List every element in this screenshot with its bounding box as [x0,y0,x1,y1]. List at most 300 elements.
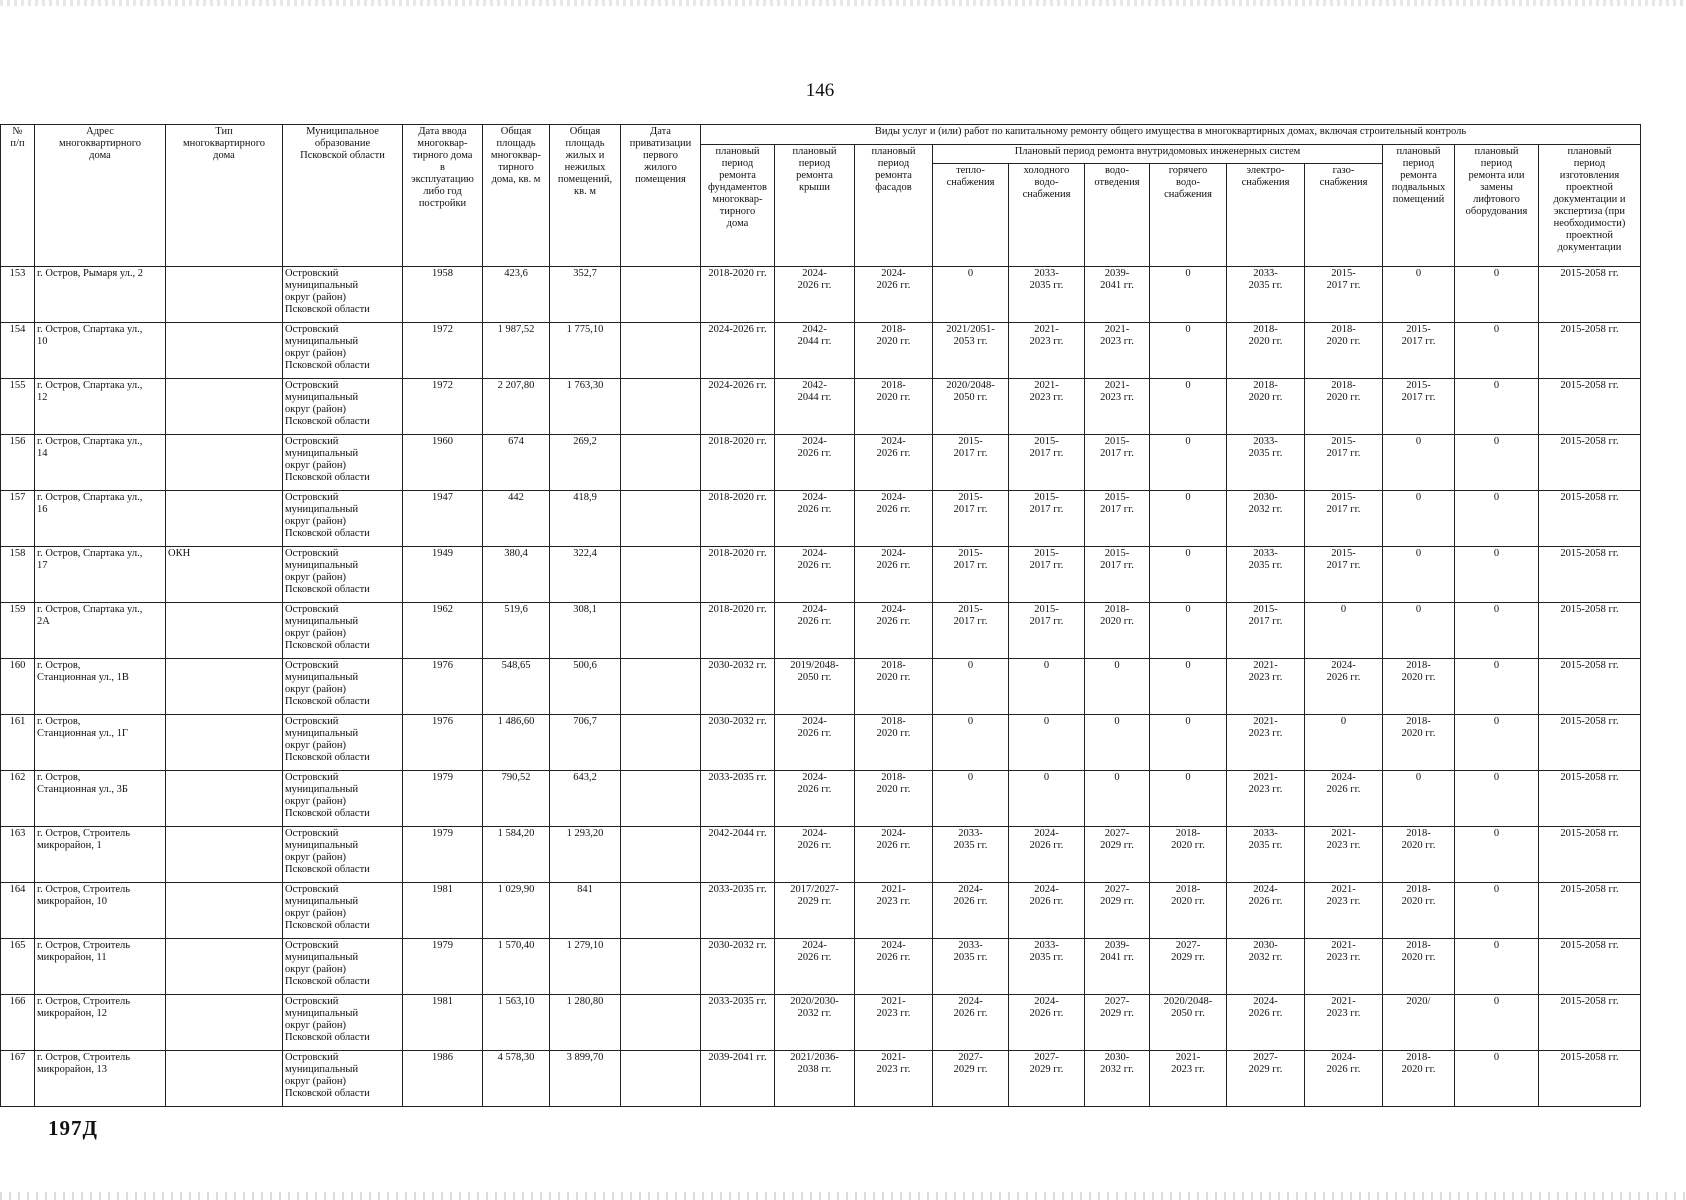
cell-num: 153 [1,267,35,323]
cell-roof: 2020/2030- 2032 гг. [775,995,855,1051]
cell-drainage: 2027- 2029 гг. [1085,883,1150,939]
cell-total-area: 1 584,20 [483,827,550,883]
cell-privatization [621,323,701,379]
cell-roof: 2017/2027- 2029 гг. [775,883,855,939]
cell-basement: 2018- 2020 гг. [1383,883,1455,939]
scan-edge-bottom [0,1192,1686,1200]
cell-elevator: 0 [1455,491,1539,547]
cell-num: 159 [1,603,35,659]
header-total-area: Общая площадь многоквар- тирного дома, кв. м [483,125,550,267]
cell-type [166,323,283,379]
table-row [1,771,1641,827]
cell-heat: 2021/2051- 2053 гг. [933,323,1009,379]
cell-municipality: Островский муниципальный округ (район) Псковской области [283,939,403,995]
header-systems-group: Плановый период ремонта внутридомовых инженерных систем [933,145,1383,164]
cell-living-area: 1 763,30 [550,379,621,435]
cell-cold-water: 2033- 2035 гг. [1009,939,1085,995]
cell-basement: 2015- 2017 гг. [1383,379,1455,435]
cell-year: 1972 [403,323,483,379]
header-facade: плановый период ремонта фасадов [855,145,933,267]
cell-elevator: 0 [1455,995,1539,1051]
cell-design: 2015-2058 гг. [1539,939,1641,995]
cell-basement: 0 [1383,435,1455,491]
cell-type [166,435,283,491]
cell-privatization [621,939,701,995]
cell-address: г. Остров, Спартака ул., 17 [35,547,166,603]
cell-facade: 2024- 2026 гг. [855,267,933,323]
cell-cold-water: 0 [1009,771,1085,827]
cell-electric: 2015- 2017 гг. [1227,603,1305,659]
cell-design: 2015-2058 гг. [1539,435,1641,491]
table-row [1,267,1641,323]
cell-roof: 2024- 2026 гг. [775,435,855,491]
cell-municipality: Островский муниципальный округ (район) Псковской области [283,883,403,939]
cell-foundation: 2024-2026 гг. [701,323,775,379]
cell-elevator: 0 [1455,715,1539,771]
cell-cold-water: 2015- 2017 гг. [1009,491,1085,547]
cell-hot-water: 0 [1150,379,1227,435]
cell-basement: 2018- 2020 гг. [1383,715,1455,771]
cell-gas: 2021- 2023 гг. [1305,883,1383,939]
cell-design: 2015-2058 гг. [1539,715,1641,771]
cell-address: г. Остров, Спартака ул., 10 [35,323,166,379]
cell-hot-water: 0 [1150,547,1227,603]
cell-living-area: 3 899,70 [550,1051,621,1107]
cell-cold-water: 2015- 2017 гг. [1009,435,1085,491]
cell-address: г. Остров, Станционная ул., 3Б [35,771,166,827]
cell-foundation: 2018-2020 гг. [701,603,775,659]
table-row [1,379,1641,435]
cell-hot-water: 0 [1150,659,1227,715]
cell-design: 2015-2058 гг. [1539,491,1641,547]
cell-municipality: Островский муниципальный округ (район) Псковской области [283,659,403,715]
header-elevator: плановый период ремонта или замены лифтового оборудования [1455,145,1539,267]
cell-municipality: Островский муниципальный округ (район) Псковской области [283,827,403,883]
cell-num: 155 [1,379,35,435]
cell-electric: 2033- 2035 гг. [1227,547,1305,603]
header-privatization-date: Дата приватизации первого жилого помещения [621,125,701,267]
cell-type [166,659,283,715]
cell-total-area: 1 570,40 [483,939,550,995]
cell-basement: 0 [1383,267,1455,323]
cell-num: 161 [1,715,35,771]
cell-num: 158 [1,547,35,603]
cell-total-area: 1 486,60 [483,715,550,771]
table-body [1,267,1641,1107]
cell-type [166,995,283,1051]
cell-facade: 2018- 2020 гг. [855,659,933,715]
cell-heat: 2015- 2017 гг. [933,603,1009,659]
cell-basement: 2018- 2020 гг. [1383,659,1455,715]
cell-electric: 2024- 2026 гг. [1227,883,1305,939]
cell-total-area: 2 207,80 [483,379,550,435]
cell-cold-water: 2024- 2026 гг. [1009,995,1085,1051]
cell-foundation: 2030-2032 гг. [701,939,775,995]
cell-living-area: 643,2 [550,771,621,827]
table-row [1,827,1641,883]
cell-municipality: Островский муниципальный округ (район) Псковской области [283,491,403,547]
cell-year: 1958 [403,267,483,323]
cell-basement: 2018- 2020 гг. [1383,827,1455,883]
cell-drainage: 0 [1085,659,1150,715]
cell-type [166,491,283,547]
header-roof: плановый период ремонта крыши [775,145,855,267]
cell-heat: 2024- 2026 гг. [933,995,1009,1051]
cell-facade: 2021- 2023 гг. [855,1051,933,1107]
cell-privatization [621,1051,701,1107]
cell-address: г. Остров, Строитель микрорайон, 12 [35,995,166,1051]
cell-living-area: 1 293,20 [550,827,621,883]
cell-electric: 2033- 2035 гг. [1227,435,1305,491]
cell-living-area: 308,1 [550,603,621,659]
cell-design: 2015-2058 гг. [1539,771,1641,827]
table-row [1,939,1641,995]
cell-hot-water: 0 [1150,715,1227,771]
cell-basement: 0 [1383,603,1455,659]
header-works-group: Виды услуг и (или) работ по капитальному ремонту общего имущества в многоквартирных домах, включая строительный контроль [701,125,1641,145]
table-row [1,491,1641,547]
table-row [1,547,1641,603]
cell-address: г. Остров, Станционная ул., 1В [35,659,166,715]
cell-gas: 2015- 2017 гг. [1305,435,1383,491]
cell-municipality: Островский муниципальный округ (район) Псковской области [283,379,403,435]
cell-heat: 0 [933,659,1009,715]
cell-gas: 2021- 2023 гг. [1305,995,1383,1051]
cell-total-area: 519,6 [483,603,550,659]
cell-address: г. Остров, Спартака ул., 16 [35,491,166,547]
cell-total-area: 442 [483,491,550,547]
cell-cold-water: 2015- 2017 гг. [1009,547,1085,603]
cell-foundation: 2030-2032 гг. [701,715,775,771]
cell-heat: 2015- 2017 гг. [933,547,1009,603]
cell-hot-water: 0 [1150,267,1227,323]
header-cold-water: холодного водо- снабжения [1009,164,1085,267]
cell-facade: 2018- 2020 гг. [855,379,933,435]
cell-roof: 2042- 2044 гг. [775,379,855,435]
cell-type [166,883,283,939]
cell-foundation: 2018-2020 гг. [701,267,775,323]
cell-foundation: 2039-2041 гг. [701,1051,775,1107]
table-row [1,1051,1641,1107]
cell-basement: 0 [1383,547,1455,603]
cell-elevator: 0 [1455,659,1539,715]
cell-elevator: 0 [1455,939,1539,995]
cell-year: 1976 [403,659,483,715]
cell-heat: 0 [933,267,1009,323]
cell-roof: 2021/2036- 2038 гг. [775,1051,855,1107]
cell-heat: 0 [933,715,1009,771]
cell-elevator: 0 [1455,827,1539,883]
cell-hot-water: 0 [1150,491,1227,547]
cell-heat: 2020/2048- 2050 гг. [933,379,1009,435]
cell-elevator: 0 [1455,883,1539,939]
cell-heat: 2027- 2029 гг. [933,1051,1009,1107]
cell-num: 164 [1,883,35,939]
cell-type [166,771,283,827]
cell-type [166,1051,283,1107]
cell-year: 1972 [403,379,483,435]
cell-year: 1986 [403,1051,483,1107]
cell-num: 160 [1,659,35,715]
cell-living-area: 322,4 [550,547,621,603]
cell-drainage: 2027- 2029 гг. [1085,995,1150,1051]
cell-total-area: 380,4 [483,547,550,603]
cell-cold-water: 2033- 2035 гг. [1009,267,1085,323]
cell-address: г. Остров, Рымаря ул., 2 [35,267,166,323]
cell-address: г. Остров, Спартака ул., 2А [35,603,166,659]
cell-privatization [621,547,701,603]
cell-facade: 2024- 2026 гг. [855,603,933,659]
cell-drainage: 0 [1085,771,1150,827]
cell-elevator: 0 [1455,379,1539,435]
header-design-docs: плановый период изготовления проектной документации и экспертиза (при необходимости) проектной документации [1539,145,1641,267]
cell-year: 1947 [403,491,483,547]
cell-design: 2015-2058 гг. [1539,659,1641,715]
header-hot-water: горячего водо- снабжения [1150,164,1227,267]
cell-design: 2015-2058 гг. [1539,827,1641,883]
cell-electric: 2021- 2023 гг. [1227,715,1305,771]
cell-year: 1981 [403,883,483,939]
cell-year: 1976 [403,715,483,771]
cell-year: 1962 [403,603,483,659]
cell-cold-water: 2027- 2029 гг. [1009,1051,1085,1107]
cell-foundation: 2018-2020 гг. [701,547,775,603]
cell-living-area: 418,9 [550,491,621,547]
cell-type [166,715,283,771]
cell-design: 2015-2058 гг. [1539,547,1641,603]
cell-privatization [621,995,701,1051]
table-row [1,659,1641,715]
cell-address: г. Остров, Спартака ул., 14 [35,435,166,491]
capital-repair-table [0,124,1641,1107]
header-basement: плановый период ремонта подвальных помещений [1383,145,1455,267]
cell-hot-water: 0 [1150,323,1227,379]
cell-municipality: Островский муниципальный округ (район) Псковской области [283,267,403,323]
cell-year: 1960 [403,435,483,491]
cell-type [166,939,283,995]
table-row [1,435,1641,491]
cell-hot-water: 0 [1150,771,1227,827]
cell-elevator: 0 [1455,323,1539,379]
cell-electric: 2030- 2032 гг. [1227,491,1305,547]
cell-basement: 2018- 2020 гг. [1383,1051,1455,1107]
cell-design: 2015-2058 гг. [1539,995,1641,1051]
cell-num: 157 [1,491,35,547]
cell-type: ОКН [166,547,283,603]
cell-living-area: 841 [550,883,621,939]
cell-roof: 2024- 2026 гг. [775,771,855,827]
cell-privatization [621,883,701,939]
cell-basement: 0 [1383,771,1455,827]
cell-gas: 2024- 2026 гг. [1305,1051,1383,1107]
header-living-area: Общая площадь жилых и нежилых помещений, кв. м [550,125,621,267]
cell-electric: 2033- 2035 гг. [1227,267,1305,323]
cell-facade: 2024- 2026 гг. [855,435,933,491]
document-code: 197Д [48,1116,98,1140]
header-gas: газо- снабжения [1305,164,1383,267]
header-commission-date: Дата ввода многоквар- тирного дома в эксплуатацию либо год постройки [403,125,483,267]
cell-num: 162 [1,771,35,827]
cell-heat: 2015- 2017 гг. [933,491,1009,547]
cell-heat: 2033- 2035 гг. [933,939,1009,995]
cell-electric: 2030- 2032 гг. [1227,939,1305,995]
cell-num: 163 [1,827,35,883]
cell-address: г. Остров, Строитель микрорайон, 1 [35,827,166,883]
cell-privatization [621,267,701,323]
cell-design: 2015-2058 гг. [1539,323,1641,379]
cell-drainage: 2030- 2032 гг. [1085,1051,1150,1107]
cell-privatization [621,715,701,771]
cell-privatization [621,435,701,491]
cell-roof: 2024- 2026 гг. [775,603,855,659]
cell-type [166,827,283,883]
cell-num: 165 [1,939,35,995]
cell-electric: 2018- 2020 гг. [1227,379,1305,435]
cell-living-area: 269,2 [550,435,621,491]
cell-living-area: 1 279,10 [550,939,621,995]
cell-electric: 2033- 2035 гг. [1227,827,1305,883]
cell-hot-water: 0 [1150,435,1227,491]
cell-total-area: 1 029,90 [483,883,550,939]
cell-drainage: 2021- 2023 гг. [1085,379,1150,435]
header-type: Тип многоквартирного дома [166,125,283,267]
header-drainage: водо- отведения [1085,164,1150,267]
cell-elevator: 0 [1455,603,1539,659]
cell-roof: 2019/2048- 2050 гг. [775,659,855,715]
cell-electric: 2021- 2023 гг. [1227,771,1305,827]
cell-elevator: 0 [1455,771,1539,827]
cell-basement: 0 [1383,491,1455,547]
header-heat: тепло- снабжения [933,164,1009,267]
cell-hot-water: 2021- 2023 гг. [1150,1051,1227,1107]
cell-facade: 2018- 2020 гг. [855,771,933,827]
cell-elevator: 0 [1455,1051,1539,1107]
scan-edge-top [0,0,1686,6]
cell-basement: 2018- 2020 гг. [1383,939,1455,995]
cell-foundation: 2030-2032 гг. [701,659,775,715]
cell-heat: 2024- 2026 гг. [933,883,1009,939]
cell-electric: 2027- 2029 гг. [1227,1051,1305,1107]
header-foundation: плановый период ремонта фундаментов многоквар- тирного дома [701,145,775,267]
cell-roof: 2024- 2026 гг. [775,939,855,995]
cell-foundation: 2024-2026 гг. [701,379,775,435]
cell-hot-water: 2018- 2020 гг. [1150,883,1227,939]
cell-facade: 2021- 2023 гг. [855,995,933,1051]
cell-drainage: 2018- 2020 гг. [1085,603,1150,659]
cell-roof: 2024- 2026 гг. [775,827,855,883]
cell-address: г. Остров, Строитель микрорайон, 11 [35,939,166,995]
cell-living-area: 1 280,80 [550,995,621,1051]
cell-cold-water: 2021- 2023 гг. [1009,379,1085,435]
cell-foundation: 2033-2035 гг. [701,883,775,939]
cell-living-area: 352,7 [550,267,621,323]
cell-drainage: 2039- 2041 гг. [1085,939,1150,995]
cell-gas: 2018- 2020 гг. [1305,323,1383,379]
cell-drainage: 2027- 2029 гг. [1085,827,1150,883]
cell-drainage: 2015- 2017 гг. [1085,491,1150,547]
cell-gas: 2024- 2026 гг. [1305,659,1383,715]
cell-year: 1979 [403,771,483,827]
cell-electric: 2021- 2023 гг. [1227,659,1305,715]
cell-cold-water: 2024- 2026 гг. [1009,827,1085,883]
cell-elevator: 0 [1455,267,1539,323]
cell-privatization [621,491,701,547]
cell-facade: 2024- 2026 гг. [855,547,933,603]
cell-address: г. Остров, Станционная ул., 1Г [35,715,166,771]
cell-municipality: Островский муниципальный округ (район) Псковской области [283,771,403,827]
cell-foundation: 2018-2020 гг. [701,435,775,491]
cell-total-area: 790,52 [483,771,550,827]
cell-foundation: 2033-2035 гг. [701,771,775,827]
cell-roof: 2024- 2026 гг. [775,715,855,771]
cell-roof: 2024- 2026 гг. [775,267,855,323]
cell-foundation: 2033-2035 гг. [701,995,775,1051]
cell-type [166,603,283,659]
cell-facade: 2024- 2026 гг. [855,827,933,883]
cell-foundation: 2042-2044 гг. [701,827,775,883]
cell-num: 166 [1,995,35,1051]
cell-num: 156 [1,435,35,491]
header-municipality: Муниципальное образование Псковской области [283,125,403,267]
cell-roof: 2024- 2026 гг. [775,491,855,547]
cell-municipality: Островский муниципальный округ (район) Псковской области [283,547,403,603]
cell-facade: 2018- 2020 гг. [855,715,933,771]
header-electric: электро- снабжения [1227,164,1305,267]
table-row [1,323,1641,379]
cell-heat: 2015- 2017 гг. [933,435,1009,491]
cell-facade: 2024- 2026 гг. [855,939,933,995]
cell-gas: 2021- 2023 гг. [1305,827,1383,883]
cell-drainage: 2021- 2023 гг. [1085,323,1150,379]
cell-drainage: 2015- 2017 гг. [1085,547,1150,603]
cell-roof: 2042- 2044 гг. [775,323,855,379]
cell-address: г. Остров, Спартака ул., 12 [35,379,166,435]
table-row [1,883,1641,939]
cell-cold-water: 2015- 2017 гг. [1009,603,1085,659]
cell-drainage: 2039- 2041 гг. [1085,267,1150,323]
cell-total-area: 423,6 [483,267,550,323]
page-number: 146 [805,80,835,101]
cell-cold-water: 0 [1009,715,1085,771]
cell-design: 2015-2058 гг. [1539,379,1641,435]
cell-gas: 0 [1305,603,1383,659]
cell-basement: 2020/ [1383,995,1455,1051]
cell-gas: 2021- 2023 гг. [1305,939,1383,995]
cell-gas: 0 [1305,715,1383,771]
header-address: Адрес многоквартирного дома [35,125,166,267]
cell-living-area: 500,6 [550,659,621,715]
cell-privatization [621,827,701,883]
cell-gas: 2015- 2017 гг. [1305,267,1383,323]
cell-cold-water: 2024- 2026 гг. [1009,883,1085,939]
cell-drainage: 0 [1085,715,1150,771]
cell-elevator: 0 [1455,547,1539,603]
cell-num: 167 [1,1051,35,1107]
cell-heat: 0 [933,771,1009,827]
cell-living-area: 1 775,10 [550,323,621,379]
cell-hot-water: 2018- 2020 гг. [1150,827,1227,883]
cell-year: 1949 [403,547,483,603]
cell-privatization [621,659,701,715]
cell-facade: 2018- 2020 гг. [855,323,933,379]
cell-gas: 2015- 2017 гг. [1305,491,1383,547]
cell-facade: 2024- 2026 гг. [855,491,933,547]
cell-municipality: Островский муниципальный округ (район) Псковской области [283,323,403,379]
cell-cold-water: 2021- 2023 гг. [1009,323,1085,379]
cell-total-area: 1 563,10 [483,995,550,1051]
cell-heat: 2033- 2035 гг. [933,827,1009,883]
cell-electric: 2024- 2026 гг. [1227,995,1305,1051]
